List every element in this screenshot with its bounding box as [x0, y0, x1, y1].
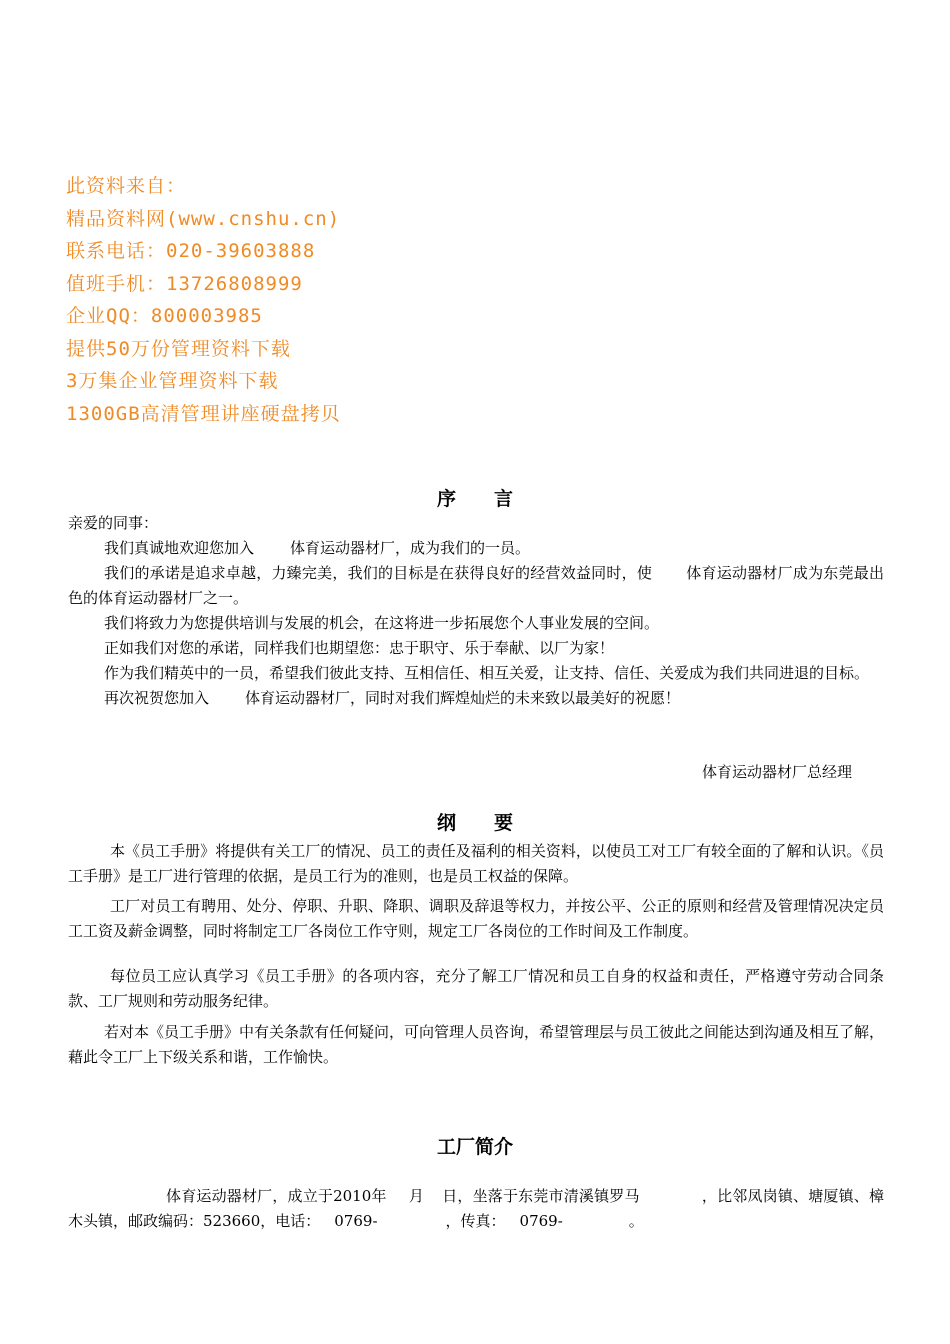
- promo-block: [66, 170, 341, 430]
- preface-paragraph: [68, 686, 884, 711]
- text-run: 体育运动器材厂，成为我们的一员。: [290, 539, 531, 557]
- text-run: 0769-: [334, 1212, 378, 1230]
- promo-line: 1300GB高清管理讲座硬盘拷贝: [66, 402, 341, 425]
- promo-line: 3万集企业管理资料下载: [66, 370, 279, 392]
- promo-line: 提供50万份管理资料下载: [66, 337, 291, 360]
- preface-paragraph: 我们将致力为您提供培训与发展的机会，在这将进一步拓展您个人事业发展的空间。: [104, 614, 660, 632]
- outline-body: [68, 839, 884, 1070]
- text-run: 月: [408, 1187, 425, 1205]
- text-run: 我们的承诺是追求卓越，力臻完美，我们的目标是在获得良好的经营效益同时，使: [104, 564, 653, 582]
- preface-greeting: 亲爱的同事：: [68, 514, 159, 532]
- preface-paragraph: [68, 536, 884, 561]
- signature: 体育运动器材厂总经理: [701, 763, 852, 781]
- text-run: 体育运动器材厂，同时对我们辉煌灿烂的未来致以最美好的祝愿！: [245, 689, 681, 707]
- text-run: ，比邻凤岗镇、塘厦镇、樟木头镇，邮政编码：523660，电话：: [68, 1187, 884, 1230]
- text-run: 体育运动器材厂成为东莞最出色的体育运动器材厂之一。: [68, 564, 884, 607]
- intro-body: [68, 1184, 884, 1234]
- outline-paragraph: 本《员工手册》将提供有关工厂的情况、员工的责任及福利的相关资料，以使员工对工厂有较全面的了解和认识。《员工手册》是工厂进行管理的依据，是员工行为的准则，也是员工权益的保障。: [68, 842, 884, 885]
- preface-paragraph: 正如我们对您的承诺，同样我们也期望您：忠于职守、乐于奉献、以厂为家！: [104, 639, 615, 657]
- text-run: 日，坐落于东莞市清溪镇罗马: [442, 1187, 640, 1205]
- promo-line: 精品资料网(www.cnshu.cn): [66, 207, 341, 230]
- text-run: 再次祝贺您加入: [104, 689, 210, 707]
- preface-paragraph: [68, 561, 884, 611]
- intro-paragraph: [68, 1184, 884, 1234]
- outline-paragraph: 每位员工应认真学习《员工手册》的各项内容，充分了解工厂情况和员工自身的权益和责任，严格遵守劳动合同条款、工厂规则和劳动服务纪律。: [68, 967, 884, 1010]
- preface-paragraph: 作为我们精英中的一员，希望我们彼此支持、互相信任、相互关爱，让支持、信任、关爱成为我们共同进退的目标。: [104, 664, 870, 682]
- outline-title: 纲 要: [436, 812, 513, 834]
- outline-paragraph: 工厂对员工有聘用、处分、停职、升职、降职、调职及辞退等权力，并按公平、公正的原则和经营及管理情况决定员工工资及薪金调整，同时将制定工厂各岗位工作守则，规定工厂各岗位的工作时间及工作制度。: [68, 897, 884, 940]
- text-run: 。: [628, 1212, 644, 1230]
- preface-title: 序 言: [436, 488, 513, 510]
- promo-line: 联系电话：020-39603888: [66, 240, 316, 262]
- text-run: ，传真：: [445, 1212, 506, 1230]
- intro-title: 工厂简介: [436, 1136, 513, 1158]
- outline-paragraph: 若对本《员工手册》中有关条款有任何疑问，可向管理人员咨询，希望管理层与员工彼此之间能达到沟通及相互了解，藉此令工厂上下级关系和谐，工作愉快。: [68, 1023, 885, 1066]
- preface-body: [68, 511, 884, 711]
- promo-line: 值班手机：13726808999: [66, 272, 303, 295]
- promo-line: 此资料来自：: [66, 175, 187, 197]
- promo-line: 企业QQ：800003985: [66, 305, 263, 327]
- text-run: 体育运动器材厂，成立于2010年: [166, 1187, 387, 1205]
- text-run: 我们真诚地欢迎您加入: [104, 539, 255, 557]
- text-run: 0769-: [519, 1212, 563, 1230]
